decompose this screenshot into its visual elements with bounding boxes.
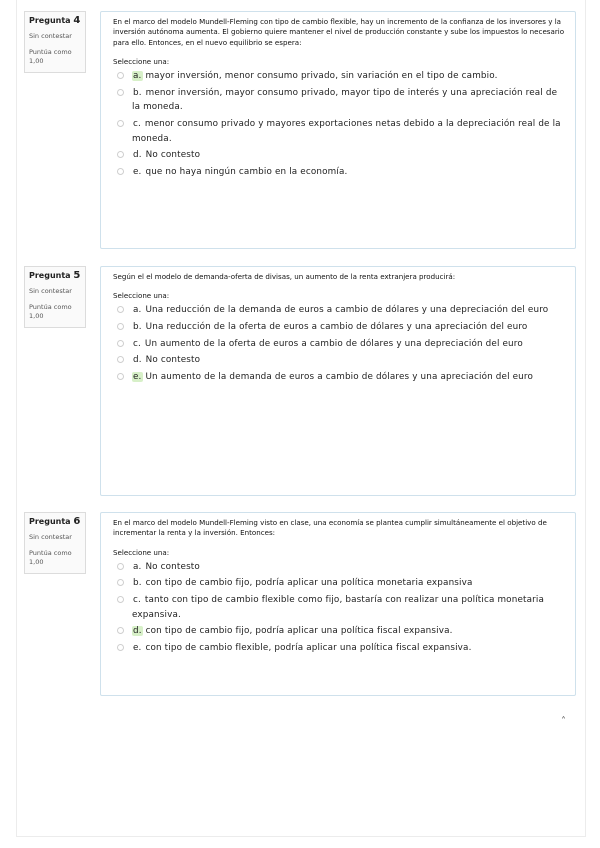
- radio-button[interactable]: [117, 89, 124, 96]
- answer-letter: c.: [133, 338, 141, 349]
- radio-button[interactable]: [117, 579, 124, 586]
- radio-button[interactable]: [117, 168, 124, 175]
- radio-button[interactable]: [117, 356, 124, 363]
- answer-option-d[interactable]: [113, 624, 565, 639]
- answer-option-e[interactable]: [113, 641, 565, 656]
- answer-text: No contesto: [145, 355, 201, 366]
- answer-text: menor inversión, mayor consumo privado, mayor tipo de interés y una apreciación real de la moneda.: [132, 87, 558, 113]
- answer-option-a[interactable]: [113, 303, 565, 318]
- answer-letter: b.: [133, 578, 142, 589]
- answer-letter: d.: [133, 150, 142, 161]
- radio-button[interactable]: [117, 563, 124, 570]
- answer-list: [113, 69, 565, 179]
- answer-text: Una reducción de la demanda de euros a cambio de dólares y una depreciación del euro: [145, 305, 549, 316]
- radio-button[interactable]: [117, 596, 124, 603]
- radio-button[interactable]: [117, 644, 124, 651]
- question-number: Pregunta 5: [29, 270, 81, 281]
- question-grade: Puntúa como 1,00: [29, 48, 72, 65]
- radio-button[interactable]: [117, 151, 124, 158]
- question-state: Sin contestar: [29, 533, 72, 541]
- select-one-prompt: Seleccione una:: [113, 57, 170, 67]
- answer-option-c[interactable]: [113, 117, 565, 146]
- question-text: Según el el modelo de demanda-oferta de divisas, un aumento de la renta extranjera producirá:: [113, 272, 456, 281]
- answer-text: No contesto: [145, 150, 201, 161]
- question-state: Sin contestar: [29, 32, 72, 40]
- answer-letter: e.: [133, 642, 142, 653]
- answer-option-a[interactable]: [113, 560, 565, 575]
- answer-list: [113, 303, 565, 384]
- answer-letter: c.: [133, 119, 141, 129]
- answer-text: con tipo de cambio fijo, podría aplicar una política monetaria expansiva: [145, 578, 473, 589]
- radio-button[interactable]: [117, 323, 124, 330]
- answer-option-b[interactable]: [113, 86, 565, 115]
- select-one-prompt: Seleccione una:: [113, 547, 170, 557]
- question-text: En el marco del modelo Mundell-Fleming con tipo de cambio flexible, hay un incremento de la confianza de los inversores y la inversión autónoma aumenta. El gobierno quiere mantener el nivel de producción constante y sube los impuestos lo necesario para ello. Entonces, en el nuevo equilibrio se espera:: [113, 17, 565, 47]
- answer-option-e[interactable]: [113, 165, 565, 180]
- answer-option-b[interactable]: [113, 320, 565, 335]
- question-number: Pregunta 6: [29, 516, 81, 527]
- radio-button[interactable]: [117, 306, 124, 313]
- question-content: [100, 512, 576, 696]
- answer-letter: a.: [133, 561, 142, 572]
- question-info: [24, 11, 86, 73]
- answer-text: mayor inversión, menor consumo privado, sin variación en el tipo de cambio.: [145, 71, 498, 82]
- answer-text: Un aumento de la oferta de euros a cambio de dólares y una depreciación del euro: [144, 338, 523, 349]
- answer-option-d[interactable]: [113, 148, 565, 163]
- answer-text: tanto con tipo de cambio flexible como fijo, bastaría con realizar una política monetaria expansiva.: [132, 595, 545, 620]
- answer-letter: c.: [133, 595, 141, 605]
- answer-option-b[interactable]: [113, 576, 565, 591]
- question-grade: Puntúa como 1,00: [29, 303, 72, 320]
- answer-letter: e.: [133, 371, 142, 382]
- answer-letter: d.: [133, 355, 142, 366]
- answer-option-c[interactable]: [113, 593, 565, 622]
- answer-text: Una reducción de la oferta de euros a cambio de dólares y una apreciación del euro: [145, 322, 528, 332]
- answer-option-a[interactable]: [113, 69, 565, 84]
- answer-option-e[interactable]: [113, 370, 565, 385]
- answer-letter: a.: [133, 71, 142, 82]
- question-grade: Puntúa como 1,00: [29, 549, 72, 566]
- question-content: [100, 266, 576, 496]
- answer-text: que no haya ningún cambio en la economía.: [145, 166, 348, 177]
- answer-letter: b.: [133, 87, 142, 98]
- radio-button[interactable]: [117, 627, 124, 634]
- radio-button[interactable]: [117, 373, 124, 380]
- answer-option-c[interactable]: [113, 337, 565, 352]
- question-text: En el marco del modelo Mundell-Fleming visto en clase, una economía se plantea cumplir simultáneamente el objetivo de incrementar la renta y la inversión. Entonces:: [113, 518, 547, 538]
- answer-letter: d.: [133, 626, 142, 637]
- radio-button[interactable]: [117, 72, 124, 79]
- answer-text: con tipo de cambio flexible, podría aplicar una política fiscal expansiva.: [145, 642, 472, 653]
- question-state: Sin contestar: [29, 287, 72, 295]
- answer-text: menor consumo privado y mayores exportaciones netas debido a la depreciación real de la moneda.: [132, 119, 561, 144]
- question-content: [100, 11, 576, 249]
- question-info: [24, 266, 86, 328]
- select-one-prompt: Seleccione una:: [113, 291, 170, 301]
- answer-letter: e.: [133, 166, 142, 177]
- answer-text: Un aumento de la demanda de euros a cambio de dólares y una apreciación del euro: [145, 371, 534, 382]
- radio-button[interactable]: [117, 120, 124, 127]
- question-number: Pregunta 4: [29, 15, 81, 26]
- answer-list: [113, 560, 565, 656]
- question-info: [24, 512, 86, 574]
- answer-text: con tipo de cambio fijo, podría aplicar una política fiscal expansiva.: [145, 626, 453, 637]
- radio-button[interactable]: [117, 340, 124, 347]
- answer-text: No contesto: [145, 561, 200, 572]
- scroll-to-top-icon[interactable]: ˄: [561, 716, 566, 727]
- answer-letter: a.: [133, 305, 142, 316]
- answer-letter: b.: [133, 322, 142, 332]
- answer-option-d[interactable]: [113, 353, 565, 368]
